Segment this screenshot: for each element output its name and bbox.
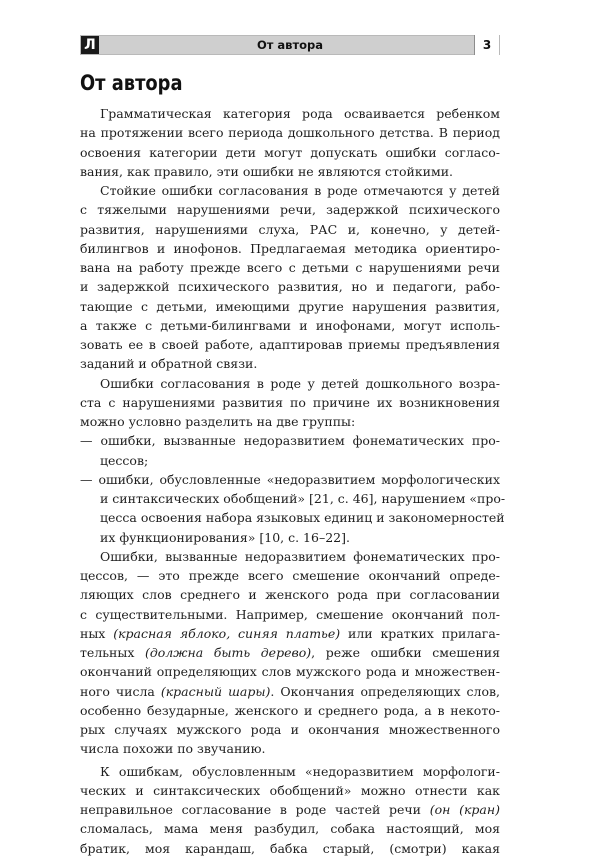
- text-line: освоения категории дети могут допускать ошибки согласо-: [80, 144, 500, 160]
- text-line: вана на работу прежде всего с детьми с нарушениями речи: [80, 260, 500, 275]
- text-line: билингвов и инофонов. Предлагаемая методика ориентиро-: [80, 240, 500, 256]
- text-line: цессов, — это прежде всего смешение окончаний опреде-: [80, 568, 500, 583]
- text-line: развития, нарушениями слуха, РАС и, конечно, у детей-: [80, 221, 500, 237]
- page-number: 3: [474, 35, 499, 55]
- list-item-line: — ошибки, вызванные недоразвитием фонематических про-: [80, 433, 500, 449]
- text-line: заданий и обратной связи.: [80, 356, 258, 372]
- text-line: ного числа (красный шары). Окончания определяющих слов,: [80, 683, 500, 699]
- text-line: ных (красная яблоко, синяя платье) или кратких прилага-: [80, 625, 500, 641]
- list-item-line: — ошибки, обусловленные «недоразвитием морфологических: [80, 471, 500, 487]
- text-line: а также с детьми-билингвами и инофонами, могут исполь-: [80, 317, 500, 333]
- text-line: Стойкие ошибки согласования в роде отмечаются у детей: [100, 183, 500, 198]
- text-line: на протяжении всего периода дошкольного детства. В период: [80, 125, 500, 141]
- text-line: числа похожи по звучанию.: [80, 741, 266, 757]
- text-line: Ошибки, вызванные недоразвитием фонематических про-: [100, 548, 500, 564]
- text-line: зовать ее в своей работе, адаптировав приемы предъявления: [80, 337, 500, 352]
- running-title: От автора: [256, 38, 324, 52]
- text-line: с существительными. Например, смешение окончаний пол-: [80, 606, 500, 622]
- text-line: Грамматическая категория рода осваивается ребенком: [100, 106, 500, 121]
- text-line: братик, моя карандаш, бабка старый, (смотри) какая: [80, 840, 500, 856]
- text-line: рых случаях мужского рода и окончания множественного: [80, 722, 500, 737]
- text-line: К ошибкам, обусловленным «недоразвитием морфологи-: [100, 763, 500, 779]
- text-line: ляющих слов среднего и женского рода при согласовании: [80, 587, 500, 603]
- publisher-logo-icon: Л: [81, 36, 99, 54]
- list-item-line: цесса освоения набора языковых единиц и закономерностей: [100, 510, 505, 526]
- text-line: неправильное согласование в роде частей речи (он (кран): [80, 802, 500, 817]
- text-line: и задержкой психического развития, но и педагоги, рабо-: [80, 279, 500, 295]
- body-text: [80, 104, 506, 858]
- text-line: вания, как правило, эти ошибки не являются стойкими.: [80, 163, 453, 179]
- text-line: можно условно разделить на две группы:: [80, 414, 356, 429]
- text-line: с тяжелыми нарушениями речи, задержкой психического: [80, 202, 500, 218]
- list-item-line: их функционирования» [10, с. 16–22].: [100, 529, 350, 545]
- text-line: тающие с детьми, имеющими другие нарушения развития,: [80, 298, 500, 314]
- text-line: сломалась, мама меня разбудил, собака настоящий, моя: [80, 821, 500, 837]
- text-line: ста с нарушениями развития по причине их возникновения: [80, 394, 500, 410]
- text-line: Ошибки согласования в роде у детей дошкольного возра-: [100, 375, 500, 391]
- text-line: ческих и синтаксических обобщений» можно отнести как: [80, 782, 500, 798]
- text-line: особенно безударные, женского и среднего рода, а в некото-: [80, 702, 500, 718]
- chapter-title: От автора: [80, 71, 183, 95]
- list-item-line: и синтаксических обобщений» [21, с. 46], нарушением «про-: [100, 491, 506, 506]
- list-item-line: цессов;: [100, 452, 149, 468]
- text-line: окончаний определяющих слов мужского рода и множествен-: [80, 664, 500, 680]
- text-line: тельных (должна быть дерево), реже ошибки смешения: [80, 645, 500, 660]
